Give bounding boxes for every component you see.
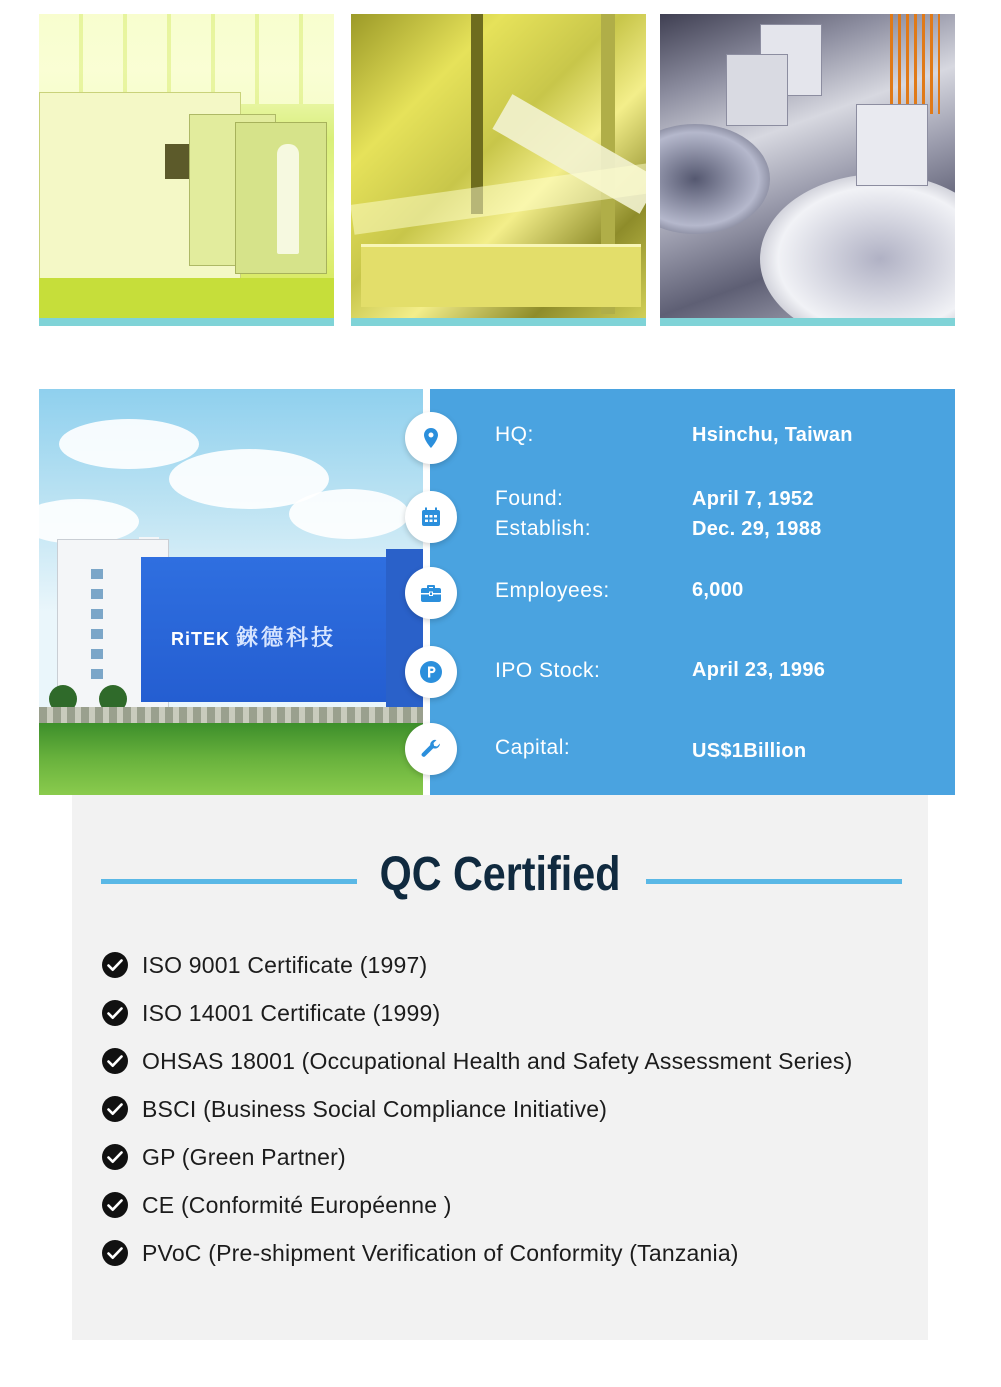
checkmark-icon — [102, 1048, 128, 1074]
machine-head — [856, 104, 928, 186]
wrench-icon — [405, 723, 457, 775]
checkmark-icon — [102, 1240, 128, 1266]
cloud — [39, 499, 139, 544]
certificate-text: OHSAS 18001 (Occupational Health and Safety Assessment Series) — [142, 1047, 853, 1074]
checkmark-icon — [102, 1144, 128, 1170]
building-window — [91, 569, 103, 579]
certificate-item — [102, 1238, 739, 1268]
location-pin-icon — [405, 412, 457, 464]
found-label: Found: — [495, 487, 564, 510]
building-logo-chinese: 錸德科技 — [236, 625, 337, 651]
capital-label: Capital: — [495, 736, 571, 759]
establish-value: Dec. 29, 1988 — [692, 518, 822, 540]
briefcase-icon — [405, 567, 457, 619]
capital-value: US$1Billion — [692, 740, 807, 762]
hq-value: Hsinchu, Taiwan — [692, 424, 853, 446]
building-logo-latin: RiTEK — [171, 629, 230, 649]
section-title: QC Certified — [379, 848, 621, 901]
ipo-label: IPO Stock: — [495, 659, 601, 682]
ceiling-lights — [39, 14, 334, 104]
certificate-text: GP (Green Partner) — [142, 1143, 346, 1170]
machine-head — [726, 54, 788, 126]
hq-label: HQ: — [495, 423, 534, 446]
building-window — [91, 649, 103, 659]
certificate-item — [102, 1190, 452, 1220]
disc-platter — [660, 124, 770, 234]
building-window — [91, 629, 103, 639]
certificate-text: ISO 14001 Certificate (1999) — [142, 999, 441, 1026]
headquarters-building-photo — [39, 389, 423, 795]
worker-figure — [277, 144, 299, 254]
photo-accent-bar — [660, 318, 955, 326]
photo-cleanroom — [39, 14, 334, 326]
certificate-item — [102, 1046, 852, 1076]
ipo-value: April 23, 1996 — [692, 659, 826, 681]
found-value: April 7, 1952 — [692, 488, 814, 510]
photo-production-line — [351, 14, 646, 326]
road — [39, 707, 423, 723]
photo-accent-bar — [39, 318, 334, 326]
certificate-text: BSCI (Business Social Compliance Initiative) — [142, 1095, 608, 1122]
building-window — [91, 589, 103, 599]
machine-post — [471, 14, 483, 214]
building-window — [91, 609, 103, 619]
floor — [39, 278, 334, 318]
wire-bundle — [890, 14, 940, 114]
certificate-item — [102, 1142, 346, 1172]
title-rule-right — [646, 879, 902, 884]
building-logo — [171, 621, 336, 652]
checkmark-icon — [102, 952, 128, 978]
disc-platter — [760, 174, 955, 326]
calendar-icon — [405, 491, 457, 543]
checkmark-icon — [102, 1000, 128, 1026]
checkmark-icon — [102, 1192, 128, 1218]
certificate-item — [102, 1094, 607, 1124]
employees-value: 6,000 — [692, 579, 744, 601]
establish-label: Establish: — [495, 517, 592, 540]
parking-p-icon — [405, 646, 457, 698]
photo-disc-machinery — [660, 14, 955, 326]
certificate-item — [102, 998, 440, 1028]
building-window — [91, 669, 103, 679]
cloud — [289, 489, 409, 539]
machine-tray — [361, 244, 641, 307]
checkmark-icon — [102, 1096, 128, 1122]
lawn — [39, 723, 423, 795]
certificate-text: CE (Conformité Européenne ) — [142, 1191, 452, 1218]
certificate-item — [102, 950, 427, 980]
certificate-text: PVoC (Pre-shipment Verification of Conformity (Tanzania) — [142, 1239, 739, 1266]
cloud — [59, 419, 199, 469]
certificate-text: ISO 9001 Certificate (1997) — [142, 951, 428, 978]
qc-certified-section — [72, 795, 928, 1340]
photo-accent-bar — [351, 318, 646, 326]
employees-label: Employees: — [495, 579, 610, 602]
company-info-section — [39, 389, 955, 795]
